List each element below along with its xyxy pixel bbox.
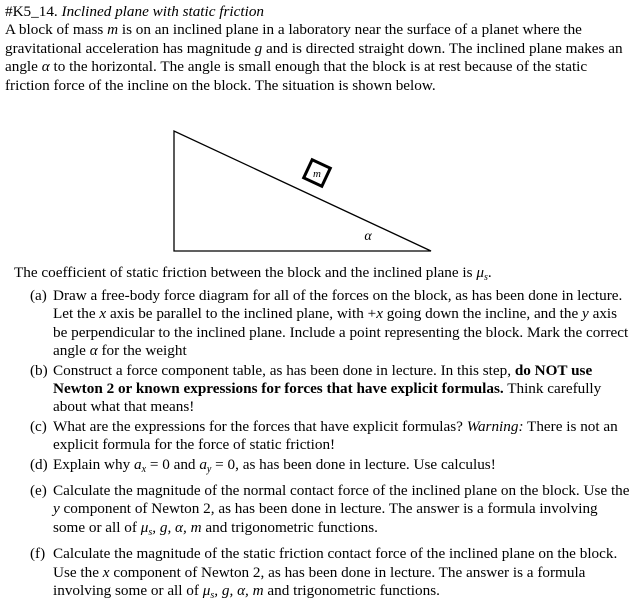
part-e-text-2: component of Newton 2, as has been done in lecture. The answer is a formula involving some or all of [53,500,598,536]
mu-symbol-f: μ [202,582,211,600]
intro-text-1: A block of mass [5,21,108,39]
problem-title: Inclined plane with static friction [61,3,265,20]
part-b-text-1: Construct a force component table, as has been done in lecture. In this step, [53,361,515,379]
intro-text-3: and is directed straight down. The inclined plane makes an angle [5,39,623,76]
part-e-text-3: and trigonometric functions. [201,518,378,536]
part-c [30,418,630,455]
x-symbol-f: x [102,563,110,581]
part-b-label: (b) [30,361,48,379]
part-c-text-1: What are the expressions for the forces that have explicit formulas? [53,417,467,435]
mu-symbol: μ [476,264,484,281]
document [5,3,637,95]
y-symbol-e: y [53,500,60,518]
part-a-text-3: going down the incline, and the [382,305,583,323]
intro-paragraph [5,3,627,95]
inclined-plane-figure [0,128,644,256]
ax-subscript: x [141,463,147,475]
block [304,160,331,187]
mu-subscript-f: s [210,590,215,602]
part-c-label: (c) [30,417,47,435]
part-e-label: (e) [30,482,47,500]
part-d-text-1: Explain why [53,455,134,473]
part-a-text-4: axis be perpendicular to the inclined plane. Include a point representing the block. Mark the correct angle [53,305,629,360]
part-b-bold: do NOT use Newton 2 or known expressions for forces that have explicit formulas. [53,361,593,398]
alpha-symbol: α [89,342,98,360]
part-c-text-2: There is not an explicit formula for the force of static friction! [53,417,618,454]
part-d [30,456,630,479]
angle-symbol: α [41,58,50,76]
incline-triangle [174,131,431,251]
part-d-label: (d) [30,455,48,473]
part-a-text-5: for the weight [97,342,187,360]
part-b-text-2: Think carefully about what that means! [53,380,602,416]
mu-subscript-e: s [148,526,153,538]
part-d-eq-2: = 0 [211,455,236,473]
intro-text-4: to the horizontal. The angle is small enough that the block is at rest because of the static friction force of the incline on the block. The situation is shown below. [5,58,588,94]
gravity-symbol: g [254,39,263,57]
friction-coefficient-line [14,264,634,287]
part-f-text-2: component of Newton 2, as has been done in lecture. The answer is a formula involving some or all of [53,563,586,600]
x-symbol-2: x [376,305,383,323]
part-f [30,545,630,605]
mass-symbol: m [107,21,119,39]
part-e-text-1: Calculate the magnitude of the normal contact force of the inclined plane on the block. Use the [53,482,630,500]
intro-text-2: is on an inclined plane in a laboratory near the surface of a planet where the gravitational acceleration has magnitude [5,21,582,57]
mu-subscript: s [483,272,488,283]
angle-label: α [364,229,372,244]
coef-text: The coefficient of static friction between the block and the inclined plane is [14,264,477,281]
part-a-text-1: Draw a free-body force diagram for all of the forces on the block, as has been done in lecture. Let the [53,287,623,323]
y-symbol: y [582,305,589,323]
part-a-text-2: axis be parallel to the inclined plane, with + [106,305,377,323]
mu-symbol-e: μ [140,518,149,536]
part-f-text-3: and trigonometric functions. [263,582,440,600]
part-e [30,482,630,542]
ax-symbol: a [134,455,142,473]
coef-end: . [487,264,492,281]
part-c-warning: Warning: [466,417,524,435]
part-d-text-2: , as has been done in lecture. Use calculus! [235,455,496,473]
ay-subscript: y [206,463,212,475]
question-parts [30,287,630,607]
part-f-label: (f) [30,545,46,563]
variables-e: , g, α, m [152,518,202,536]
ay-symbol: a [199,455,207,473]
part-a [30,287,630,361]
part-d-eq-1: = 0 and [146,455,200,473]
part-a-label: (a) [30,287,47,304]
part-f-text-1: Calculate the magnitude of the static friction contact force of the inclined plane on the block. Use the [53,545,618,581]
problem-code: #K5_14. [5,3,58,20]
x-symbol: x [99,305,107,323]
part-b [30,362,630,417]
block-mass-label: m [313,168,321,180]
variables-f: , g, α, m [214,582,264,600]
